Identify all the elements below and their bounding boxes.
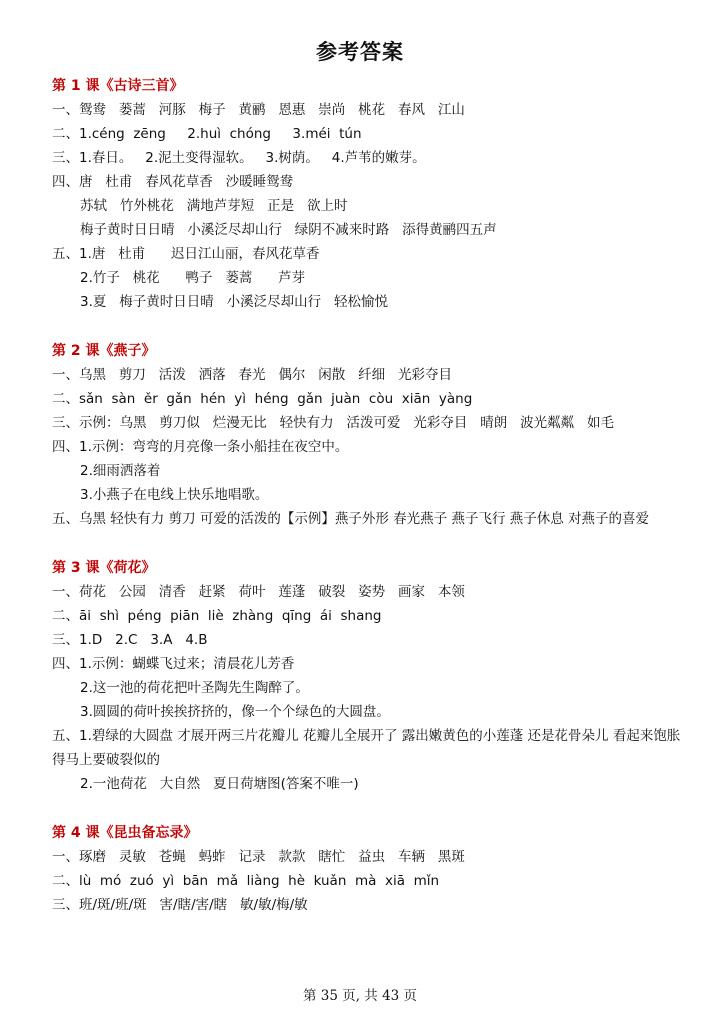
answer-line: 2.这一池的荷花把叶圣陶先生陶醉了。 — [80, 680, 309, 696]
answer-line: 2.一池荷花 大自然 夏日荷塘图(答案不唯一) — [80, 776, 359, 792]
answer-line: 一、鸳鸯 蒌蒿 河豚 梅子 黄鹂 恩惠 崇尚 桃花 春风 江山 — [52, 102, 465, 118]
lesson-2-section — [52, 339, 692, 531]
answer-line: 五、1.唐 杜甫 迟日江山丽，春风花草香 — [52, 246, 320, 262]
answer-line: 三、班/斑/班/斑 害/瞎/害/瞎 敏/敏/梅/敏 — [52, 897, 308, 913]
answer-line: 三、1.D 2.C 3.A 4.B — [52, 632, 208, 648]
lesson-heading: 第 1 课《古诗三首》 — [52, 78, 184, 94]
answer-line: 2.竹子 桃花 鸭子 蒌蒿 芦芽 — [80, 270, 306, 286]
lesson-heading: 第 4 课《昆虫备忘录》 — [52, 825, 198, 841]
answer-line: 梅子黄时日日晴 小溪泛尽却山行 绿阴不减来时路 添得黄鹂四五声 — [80, 222, 497, 238]
answer-line: 3.小燕子在电线上快乐地唱歌。 — [80, 487, 269, 503]
answer-line: 三、示例：乌黑 剪刀似 烂漫无比 轻快有力 活泼可爱 光彩夺目 晴朗 波光粼粼 如毛 — [52, 415, 614, 431]
answer-line: 3.圆圆的荷叶挨挨挤挤的，像一个个绿色的大圆盘。 — [80, 704, 390, 720]
lesson-heading: 第 3 课《荷花》 — [52, 560, 156, 576]
answer-line: 苏轼 竹外桃花 满地芦芽短 正是 欲上时 — [80, 198, 348, 214]
lesson-3-section — [52, 556, 692, 796]
lesson-heading: 第 2 课《燕子》 — [52, 343, 156, 359]
answer-line: 二、āi shì péng piān liè zhàng qīng ái shang — [52, 608, 382, 624]
answer-content — [52, 74, 692, 917]
answer-line: 二、sǎn sàn ěr gǎn hén yì héng gǎn juàn còu xiān yàng — [52, 391, 473, 407]
answer-line: 一、乌黑 剪刀 活泼 洒落 春光 偶尔 闲散 纤细 光彩夺目 — [52, 367, 452, 383]
lesson-1-section — [52, 74, 692, 314]
answer-line: 五、1.碧绿的大圆盘 才展开两三片花瓣儿 花瓣儿全展开了 露出嫩黄色的小莲蓬 还是花骨朵儿 看起来饱胀得马上要破裂似的 — [52, 728, 681, 768]
answer-line: 一、琢磨 灵敏 苍蝇 蚂蚱 记录 款款 瞎忙 益虫 车辆 黑斑 — [52, 849, 465, 865]
answer-line: 四、1.示例：蝴蝶飞过来；清晨花儿芳香 — [52, 656, 295, 672]
answer-line: 一、荷花 公园 清香 赶紧 荷叶 莲蓬 破裂 姿势 画家 本领 — [52, 584, 465, 600]
answer-line: 四、1.示例：弯弯的月亮像一条小船挂在夜空中。 — [52, 439, 349, 455]
answer-line: 五、乌黑 轻快有力 剪刀 可爱的活泼的【示例】燕子外形 春光燕子 燕子飞行 燕子休息 对燕子的喜爱 — [52, 511, 650, 527]
answer-line: 三、1.春日。 2.泥土变得湿软。 3.树荫。 4.芦苇的嫩芽。 — [52, 150, 426, 166]
page-title: 参考答案 — [316, 40, 404, 64]
page-number: 第 35 页, 共 43 页 — [302, 988, 418, 1004]
lesson-4-section — [52, 821, 692, 917]
answer-line: 二、1.céng zēng 2.huì chóng 3.méi tún — [52, 126, 362, 142]
answer-line: 二、lù mó zuó yì bān mǎ liàng hè kuǎn mà xiā mǐn — [52, 873, 440, 889]
answer-line: 四、唐 杜甫 春风花草香 沙暖睡鸳鸯 — [52, 174, 294, 190]
answer-line: 2.细雨洒落着 — [80, 463, 161, 479]
answer-line: 3.夏 梅子黄时日日晴 小溪泛尽却山行 轻松愉悦 — [80, 294, 389, 310]
